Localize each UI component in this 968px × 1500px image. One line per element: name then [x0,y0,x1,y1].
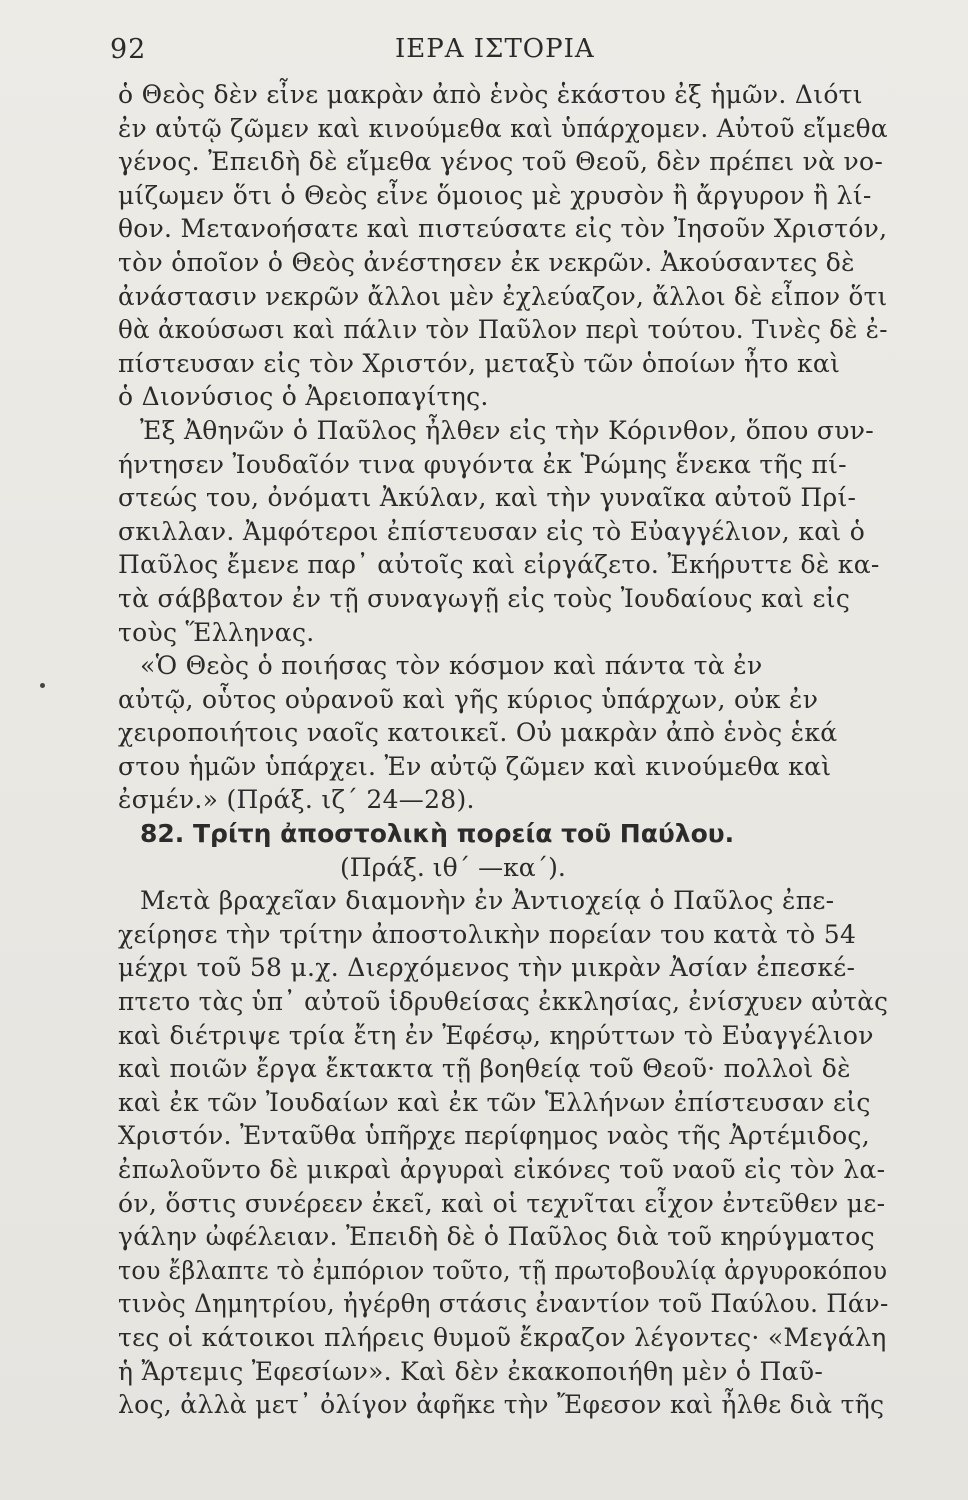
text-line: καὶ ποιῶν ἔργα ἔκτακτα τῇ βοηθείᾳ τοῦ Θεοῦ· πολλοὶ δὲ [118,1054,851,1084]
text-line: πίστευσαν εἰς τὸν Χριστόν, μεταξὺ τῶν ὁποίων ἦτο καὶ [118,348,841,378]
text-line: θον. Μετανοήσατε καὶ πιστεύσατε εἰς τὸν Ἰησοῦν Χριστόν, [118,214,888,244]
margin-mark [40,683,45,688]
text-line: ἀνάστασιν νεκρῶν ἄλλοι μὲν ἐχλεύαζον, ἄλλοι δὲ εἶπον ὅτι [118,281,888,311]
text-line: τοὺς Ἕλληνας. [118,617,315,647]
text-line: πτετο τὰς ὑπ᾽ αὐτοῦ ἱδρυθείσας ἐκκλησίας, ἐνίσχυεν αὐτὰς [118,987,889,1017]
text-line: γάλην ὠφέλειαν. Ἐπειδὴ δὲ ὁ Παῦλος διὰ τοῦ κηρύγματος [118,1222,875,1252]
text-line: Παῦλος ἔμενε παρ᾽ αὐτοῖς καὶ εἰργάζετο. Ἐκήρυττε δὲ κα- [118,550,880,580]
text-line: μίζωμεν ὅτι ὁ Θεὸς εἶνε ὅμοιος μὲ χρυσὸν ἢ ἄργυρον ἢ λί- [118,180,872,210]
text-line: γένος. Ἐπειδὴ δὲ εἴμεθα γένος τοῦ Θεοῦ, δὲν πρέπει νὰ νο- [118,147,884,177]
text-line: ἐν αὐτῷ ζῶμεν καὶ κινούμεθα καὶ ὑπάρχομεν. Αὐτοῦ εἴμεθα [118,113,888,143]
text-line: καὶ διέτριψε τρία ἔτη ἐν Ἐφέσῳ, κηρύττων τὸ Εὐαγγέλιον [118,1020,874,1050]
text-line: στεώς του, ὀνόματι Ἀκύλαν, καὶ τὴν γυναῖκα αὐτοῦ Πρί- [118,483,857,513]
text-line: λος, ἀλλὰ μετ᾽ ὀλίγον ἀφῆκε τὴν Ἔφεσον καὶ ἦλθε διὰ τῆς [118,1390,885,1420]
text-line: όν, ὅστις συνέρεεν ἐκεῖ, καὶ οἱ τεχνῖται εἶχον ἐντεῦθεν με- [118,1188,886,1218]
quote-line: στου ἡμῶν ὑπάρχει. Ἐν αὐτῷ ζῶμεν καὶ κινούμεθα καὶ [118,751,832,781]
text-line: ἐπωλοῦντο δὲ μικραὶ ἀργυραὶ εἰκόνες τοῦ ναοῦ εἰς τὸν λα- [118,1155,886,1184]
text-line: ὁ Διονύσιος ὁ Ἀρειοπαγίτης. [118,382,489,412]
section-heading: 82. Τρίτη ἀποστολικὴ πορεία τοῦ Παύλου. [140,819,735,849]
quote-line: ἐσμέν.» (Πράξ. ιζ´ 24—28). [118,785,475,815]
page-header [110,34,900,74]
text-line: τινὸς Δημητρίου, ἠγέρθη στάσις ἐναντίον τοῦ Παύλου. Πάν- [118,1289,889,1319]
quote-line: χειροποιήτοις ναοῖς κατοικεῖ. Οὐ μακρὰν ἀπὸ ἑνὸς ἑκά [118,718,838,748]
section-reference: (Πράξ. ιθ´ —κα´). [340,852,566,882]
text-line: Χριστόν. Ἐνταῦθα ὑπῆρχε περίφημος ναὸς τῆς Ἀρτέμιδος, [118,1121,870,1151]
text-line: Ἐξ Ἀθηνῶν ὁ Παῦλος ἦλθεν εἰς τὴν Κόρινθον, ὅπου συν- [140,415,875,445]
text-line: θὰ ἀκούσωσι καὶ πάλιν τὸν Παῦλον περὶ τούτου. Τινὲς δὲ ἐ- [118,315,888,345]
body-text [118,78,888,1422]
text-line: τὸν ὁποῖον ὁ Θεὸς ἀνέστησεν ἐκ νεκρῶν. Ἀκούσαντες δὲ [118,247,855,277]
text-line: ὁ Θεὸς δὲν εἶνε μακρὰν ἀπὸ ἑνὸς ἑκάστου ἐξ ἡμῶν. Διότι [118,80,863,109]
text-line: μέχρι τοῦ 58 μ.χ. Διερχόμενος τὴν μικρὰν Ἀσίαν ἐπεσκέ- [118,953,856,983]
text-line: Μετὰ βραχεῖαν διαμονὴν ἐν Ἀντιοχείᾳ ὁ Παῦλος ἐπε- [140,886,835,916]
text-line: σκιλλαν. Ἀμφότεροι ἐπίστευσαν εἰς τὸ Εὐαγγέλιον, καὶ ὁ [118,516,866,546]
text-line: ήντησεν Ἰουδαῖόν τινα φυγόντα ἐκ Ῥώμης ἕνεκα τῆς πί- [118,449,847,479]
text-line: καὶ ἐκ τῶν Ἰουδαίων καὶ ἐκ τῶν Ἑλλήνων ἐπίστευσαν εἰς [118,1087,871,1117]
text-line: τες οἱ κάτοικοι πλήρεις θυμοῦ ἔκραζον λέγοντες· «Μεγάλη [118,1322,887,1352]
quote-line: αὐτῷ, οὗτος οὐρανοῦ καὶ γῆς κύριος ὑπάρχων, οὐκ ἐν [118,684,819,714]
page-number: 92 [110,34,147,65]
text-line: του ἔβλαπτε τὸ ἐμπόριον τοῦτο, τῇ πρωτοβουλίᾳ ἀργυροκόπου [118,1255,888,1285]
text-line: ἡ Ἄρτεμις Ἐφεσίων». Καὶ δὲν ἐκακοποιήθη μὲν ὁ Παῦ- [118,1356,824,1386]
text-line: τὰ σάββατον ἐν τῇ συναγωγῇ εἰς τοὺς Ἰουδαίους καὶ εἰς [118,583,851,613]
quote-line: «Ὁ Θεὸς ὁ ποιήσας τὸν κόσμον καὶ πάντα τὰ ἐν [140,651,763,681]
running-title: ΙΕΡΑ ΙΣΤΟΡΙΑ [395,34,595,64]
text-line: χείρησε τὴν τρίτην ἀποστολικὴν πορείαν του κατὰ τὸ 54 [118,919,857,949]
